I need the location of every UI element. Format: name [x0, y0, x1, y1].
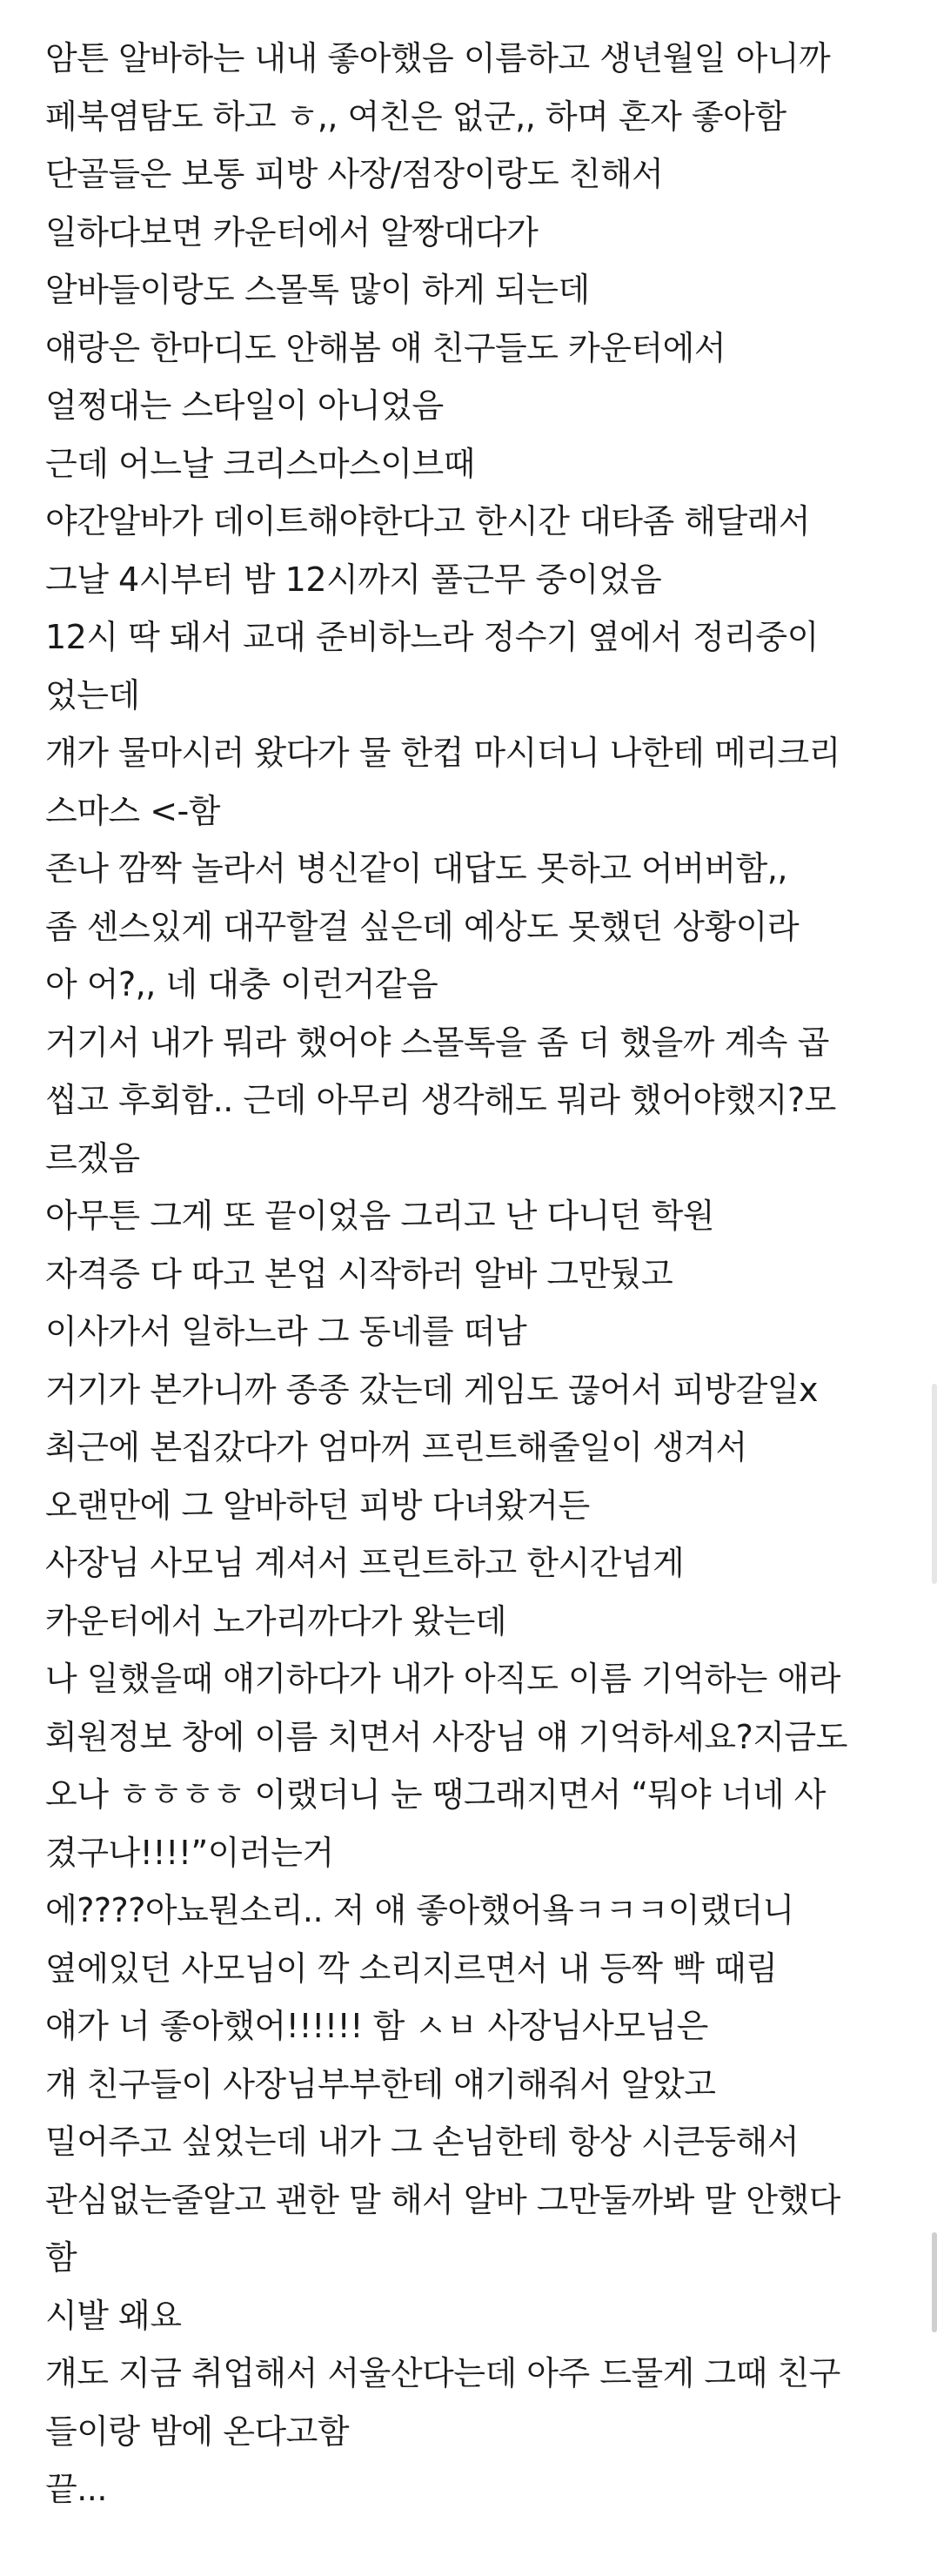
text-line: 존나 깜짝 놀라서 병신같이 대답도 못하고 어버버함,, [45, 849, 788, 888]
text-line: 스마스 <-함 [45, 791, 220, 830]
post-body [45, 30, 915, 2519]
text-line: 자격증 다 따고 본업 시작하러 알바 그만뒀고 [45, 1254, 673, 1293]
text-line: 거기가 본가니까 종종 갔는데 게임도 끊어서 피방갈일x [45, 1370, 819, 1409]
text-line: 겼구나!!!!”이러는거 [45, 1833, 334, 1872]
text-line: 이사가서 일하느라 그 동네를 떠남 [45, 1312, 527, 1351]
text-line: 최근에 본집갔다가 엄마꺼 프린트해줄일이 생겨서 [45, 1428, 747, 1466]
text-line: 아무튼 그게 또 끝이었음 그리고 난 다니던 학원 [45, 1197, 715, 1235]
text-line: 알바들이랑도 스몰톡 많이 하게 되는데 [45, 271, 590, 309]
text-line: 거기서 내가 뭐라 했어야 스몰톡을 좀 더 했을까 계속 곱 [45, 1023, 829, 1062]
text-line: 일하다보면 카운터에서 알짱대다가 [45, 212, 539, 252]
text-line: 관심없는줄알고 괜한 말 해서 알바 그만둘까봐 말 안했다 [45, 2180, 840, 2219]
text-line: 근데 어느날 크리스마스이브때 [45, 444, 475, 483]
text-line: 걔가 물마시러 왔다가 물 한컵 마시더니 나한테 메리크리 [45, 734, 840, 772]
text-line: 나 일했을때 얘기하다가 내가 아직도 이름 기억하는 애라 [45, 1660, 840, 1698]
text-line: 얘랑은 한마디도 안해봄 얘 친구들도 카운터에서 [45, 328, 726, 367]
text-line: 얼쩡대는 스타일이 아니었음 [45, 386, 444, 425]
scrollbar-thumb-faint[interactable] [932, 1384, 937, 1584]
scrollbar[interactable] [930, 0, 937, 2576]
text-line: 었는데 [45, 675, 140, 714]
text-line: 12시 딱 돼서 교대 준비하느라 정수기 옆에서 정리중이 [45, 618, 819, 656]
text-line: 함 [45, 2238, 77, 2277]
text-line: 암튼 알바하는 내내 좋아했음 이름하고 생년월일 아니까 [45, 39, 831, 77]
text-line: 그날 4시부터 밤 12시까지 풀근무 중이었음 [45, 560, 662, 599]
text-line: 들이랑 밤에 온다고함 [45, 2412, 350, 2451]
text-line: 옆에있던 사모님이 깍 소리지르면서 내 등짝 빡 때림 [45, 1949, 778, 1988]
text-line: 페북염탐도 하고 ㅎ,, 여친은 없군,, 하며 혼자 좋아함 [45, 97, 786, 136]
text-line: 사장님 사모님 계셔서 프린트하고 한시간넘게 [45, 1544, 685, 1582]
text-line: 오랜만에 그 알바하던 피방 다녀왔거든 [45, 1486, 590, 1525]
text-line: 끝... [45, 2470, 107, 2508]
text-line: 회원정보 창에 이름 치면서 사장님 얘 기억하세요?지금도 [45, 1717, 847, 1756]
scrollbar-thumb[interactable] [932, 2232, 937, 2332]
text-line: 걔 친구들이 사장님부부한테 얘기해줘서 알았고 [45, 2064, 716, 2103]
text-line: 걔도 지금 취업해서 서울산다는데 아주 드물게 그때 친구 [45, 2354, 840, 2392]
text-line: 야간알바가 데이트해야한다고 한시간 대타좀 해달래서 [45, 502, 811, 540]
text-line: 씹고 후회함.. 근데 아무리 생각해도 뭐라 했어야했지?모 [45, 1081, 836, 1119]
text-line: 밀어주고 싶었는데 내가 그 손님한테 항상 시큰둥해서 [45, 2123, 800, 2161]
text-line: 좀 센스있게 대꾸할걸 싶은데 예상도 못했던 상황이라 [45, 907, 800, 946]
text-line: 르겠음 [45, 1138, 140, 1177]
text-line: 얘가 너 좋아했어!!!!!! 함 ㅅㅂ 사장님사모님은 [45, 2007, 708, 2045]
text-line: 에????아뇨뭔소리.. 저 얘 좋아했어욬ㅋㅋㅋ이랬더니 [45, 1891, 794, 1929]
text-line: 카운터에서 노가리까다가 왔는데 [45, 1601, 507, 1640]
text-line: 오나 ㅎㅎㅎㅎ 이랬더니 눈 땡그래지면서 “뭐야 너네 사 [45, 1775, 826, 1814]
text-line: 시발 왜요 [45, 2296, 182, 2335]
text-line: 단골들은 보통 피방 사장/점장이랑도 친해서 [45, 155, 664, 193]
text-line: 아 어?,, 네 대충 이런거같음 [45, 965, 438, 1003]
